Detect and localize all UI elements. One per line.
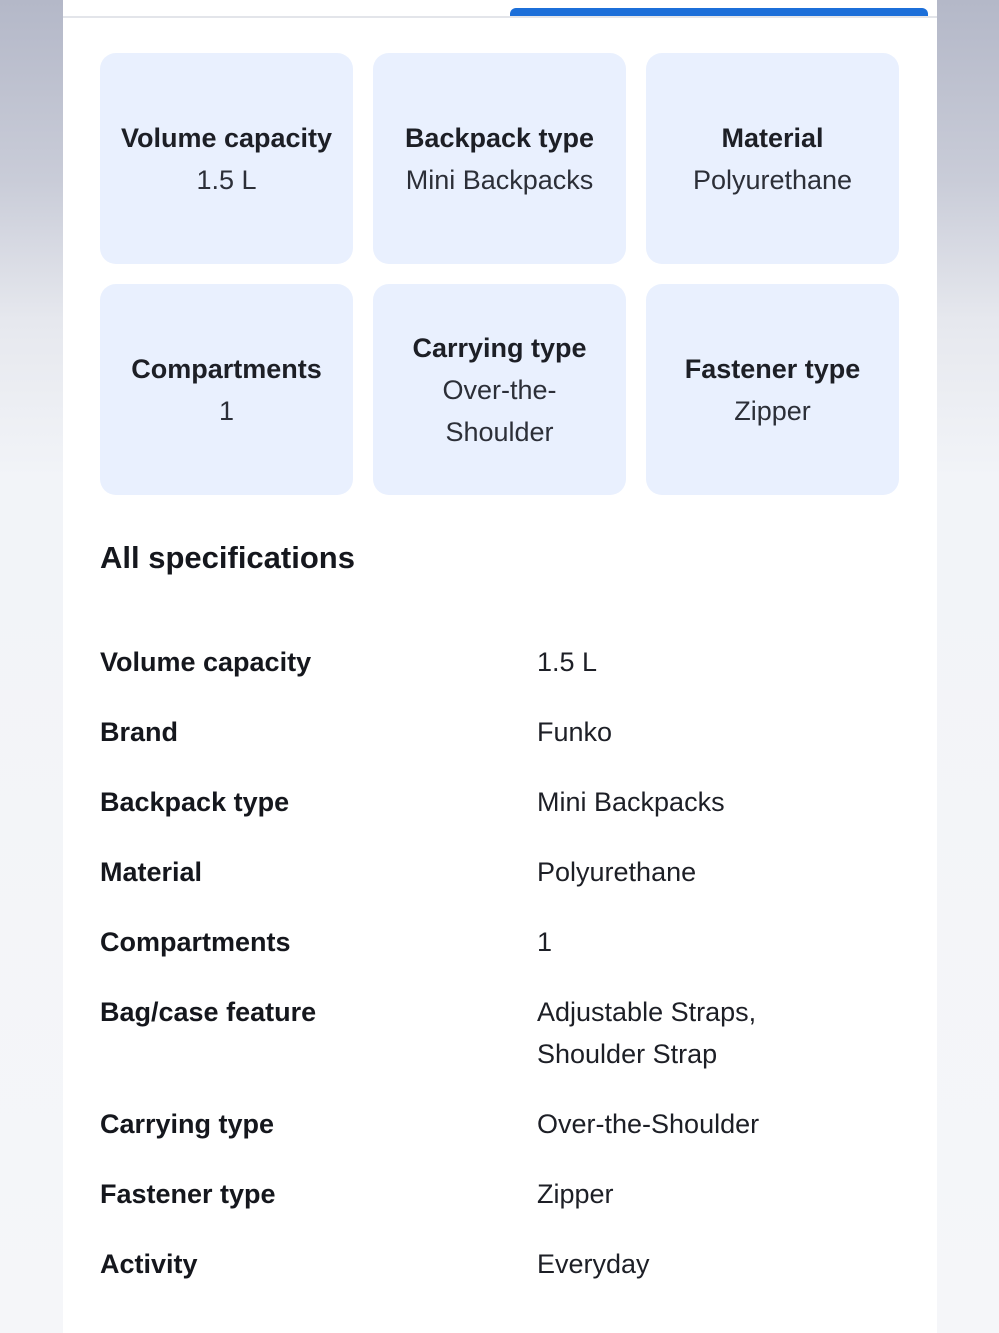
spec-row-fastener-type — [100, 1173, 900, 1215]
key-spec-tile-backpack-type — [373, 53, 626, 264]
specifications-list — [100, 641, 900, 1313]
key-spec-tile-compartments — [100, 284, 353, 495]
all-specifications-heading: All specifications — [100, 540, 355, 575]
key-spec-value: 1 — [218, 395, 235, 426]
key-spec-value: Mini Backpacks — [405, 164, 594, 195]
spec-value: Funko — [537, 717, 613, 747]
key-spec-tile-carrying-type — [373, 284, 626, 495]
spec-row-material — [100, 851, 900, 893]
spec-label: Fastener type — [100, 1179, 276, 1209]
spec-row-volume-capacity — [100, 641, 900, 683]
key-spec-value: Polyurethane — [692, 164, 853, 195]
spec-value: Zipper — [537, 1179, 614, 1209]
spec-row-brand — [100, 711, 900, 753]
key-spec-tile-material — [646, 53, 899, 264]
spec-label: Material — [100, 857, 203, 887]
key-spec-title: Fastener type — [684, 353, 861, 384]
key-specs-grid — [100, 53, 900, 495]
tab-bar — [63, 0, 937, 18]
spec-label: Carrying type — [100, 1109, 275, 1139]
key-spec-title: Volume capacity — [120, 122, 333, 153]
active-tab-indicator[interactable] — [510, 8, 928, 16]
spec-row-activity — [100, 1243, 900, 1285]
key-spec-tile-fastener-type — [646, 284, 899, 495]
spec-value: Over-the-Shoulder — [537, 1109, 760, 1139]
spec-value: Polyurethane — [537, 857, 697, 887]
spec-label: Backpack type — [100, 787, 290, 817]
spec-label: Volume capacity — [100, 647, 312, 677]
key-spec-value: Zipper — [734, 395, 811, 426]
spec-value: Mini Backpacks — [537, 787, 725, 817]
spec-row-compartments — [100, 921, 900, 963]
spec-label: Bag/case feature — [100, 997, 317, 1027]
spec-value: Adjustable Straps, Shoulder Strap — [537, 997, 757, 1069]
spec-value: 1.5 L — [537, 647, 598, 677]
spec-row-backpack-type — [100, 781, 900, 823]
spec-value: Everyday — [537, 1249, 650, 1279]
key-spec-title: Carrying type — [412, 332, 587, 363]
key-spec-tile-volume-capacity — [100, 53, 353, 264]
key-spec-title: Material — [721, 122, 824, 153]
spec-value: 1 — [537, 927, 553, 957]
product-specifications-panel — [63, 0, 937, 1333]
key-spec-title: Compartments — [131, 353, 322, 384]
key-spec-title: Backpack type — [404, 122, 595, 153]
key-spec-value: Over-the-Shoulder — [442, 374, 557, 447]
spec-label: Activity — [100, 1249, 198, 1279]
spec-row-carrying-type — [100, 1103, 900, 1145]
spec-label: Brand — [100, 717, 179, 747]
key-spec-value: 1.5 L — [196, 164, 257, 195]
spec-label: Compartments — [100, 927, 291, 957]
spec-row-bag-case-feature — [100, 991, 900, 1075]
